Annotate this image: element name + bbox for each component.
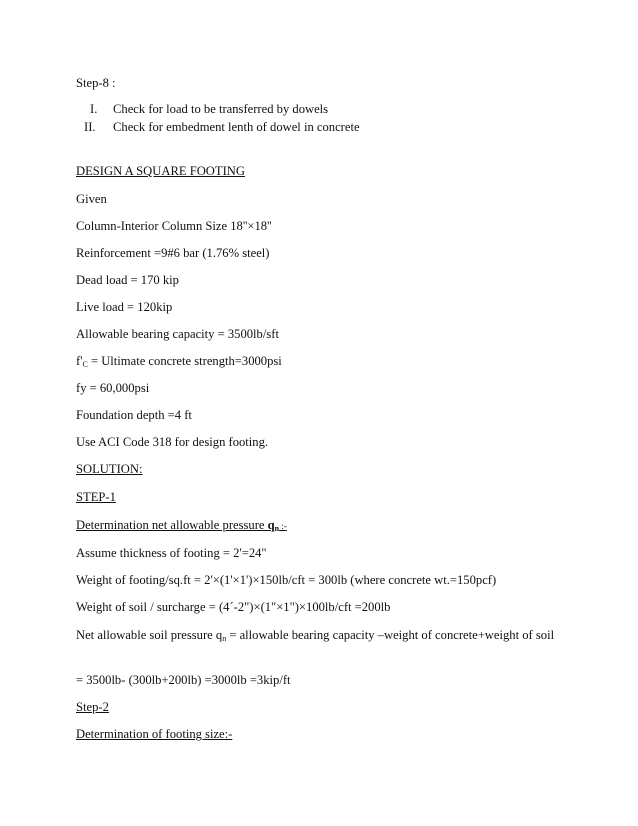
det-net-q: q xyxy=(267,518,275,532)
given-bearing-capacity: Allowable bearing capacity = 3500lb/sft xyxy=(76,327,279,341)
determination-footing-size: Determination of footing size:- xyxy=(76,727,233,741)
net-pressure-calculation: = 3500lb- (300lb+200lb) =3000lb =3kip/ft xyxy=(76,673,291,687)
det-net-subscript: n xyxy=(274,524,280,533)
given-fy: fy = 60,000psi xyxy=(76,381,150,395)
given-live-load: Live load = 120kip xyxy=(76,300,173,314)
net-soil-rest: = allowable bearing capacity –weight of concrete+weight of soil xyxy=(226,628,555,642)
fc-subscript: C xyxy=(82,360,88,369)
det-net-suffix: :- xyxy=(279,521,287,531)
list-number-2: II. xyxy=(84,120,96,134)
weight-of-footing: Weight of footing/sq.ft = 2'×(1'×1')×150lb/cft = 300lb (where concrete wt.=150pcf) xyxy=(76,573,497,587)
given-dead-load: Dead load = 170 kip xyxy=(76,273,179,287)
list-item-1: Check for load to be transferred by dowels xyxy=(113,102,329,116)
solution-title: SOLUTION: xyxy=(76,462,143,476)
given-label: Given xyxy=(76,192,107,206)
given-aci-code: Use ACI Code 318 for design footing. xyxy=(76,435,269,449)
design-title: DESIGN A SQUARE FOOTING xyxy=(76,164,245,178)
given-fc xyxy=(76,353,282,373)
given-column-size: Column-Interior Column Size 18''×18'' xyxy=(76,219,272,233)
given-reinforcement: Reinforcement =9#6 bar (1.76% steel) xyxy=(76,246,270,260)
list-item-2: Check for embedment lenth of dowel in concrete xyxy=(113,120,360,134)
assume-thickness: Assume thickness of footing = 2'=24" xyxy=(76,546,267,560)
given-foundation-depth: Foundation depth =4 ft xyxy=(76,408,192,422)
step8-heading: Step-8 : xyxy=(76,76,116,90)
fc-prefix: f' xyxy=(76,354,83,368)
step2-heading: Step-2 xyxy=(76,700,109,714)
net-soil-prefix: Net allowable soil pressure q xyxy=(76,628,223,642)
fc-rest: = Ultimate concrete strength=3000psi xyxy=(87,354,282,368)
det-net-prefix: Determination net allowable pressure xyxy=(76,518,268,532)
net-allowable-soil-pressure xyxy=(76,627,566,647)
determination-net-pressure xyxy=(76,517,287,537)
net-soil-subscript: n xyxy=(222,634,227,643)
step1-heading: STEP-1 xyxy=(76,490,116,504)
list-number-1: I. xyxy=(90,102,98,116)
weight-of-soil: Weight of soil / surcharge = (4ˊ-2")×(1"×1")×100lb/cft =200lb xyxy=(76,600,391,614)
